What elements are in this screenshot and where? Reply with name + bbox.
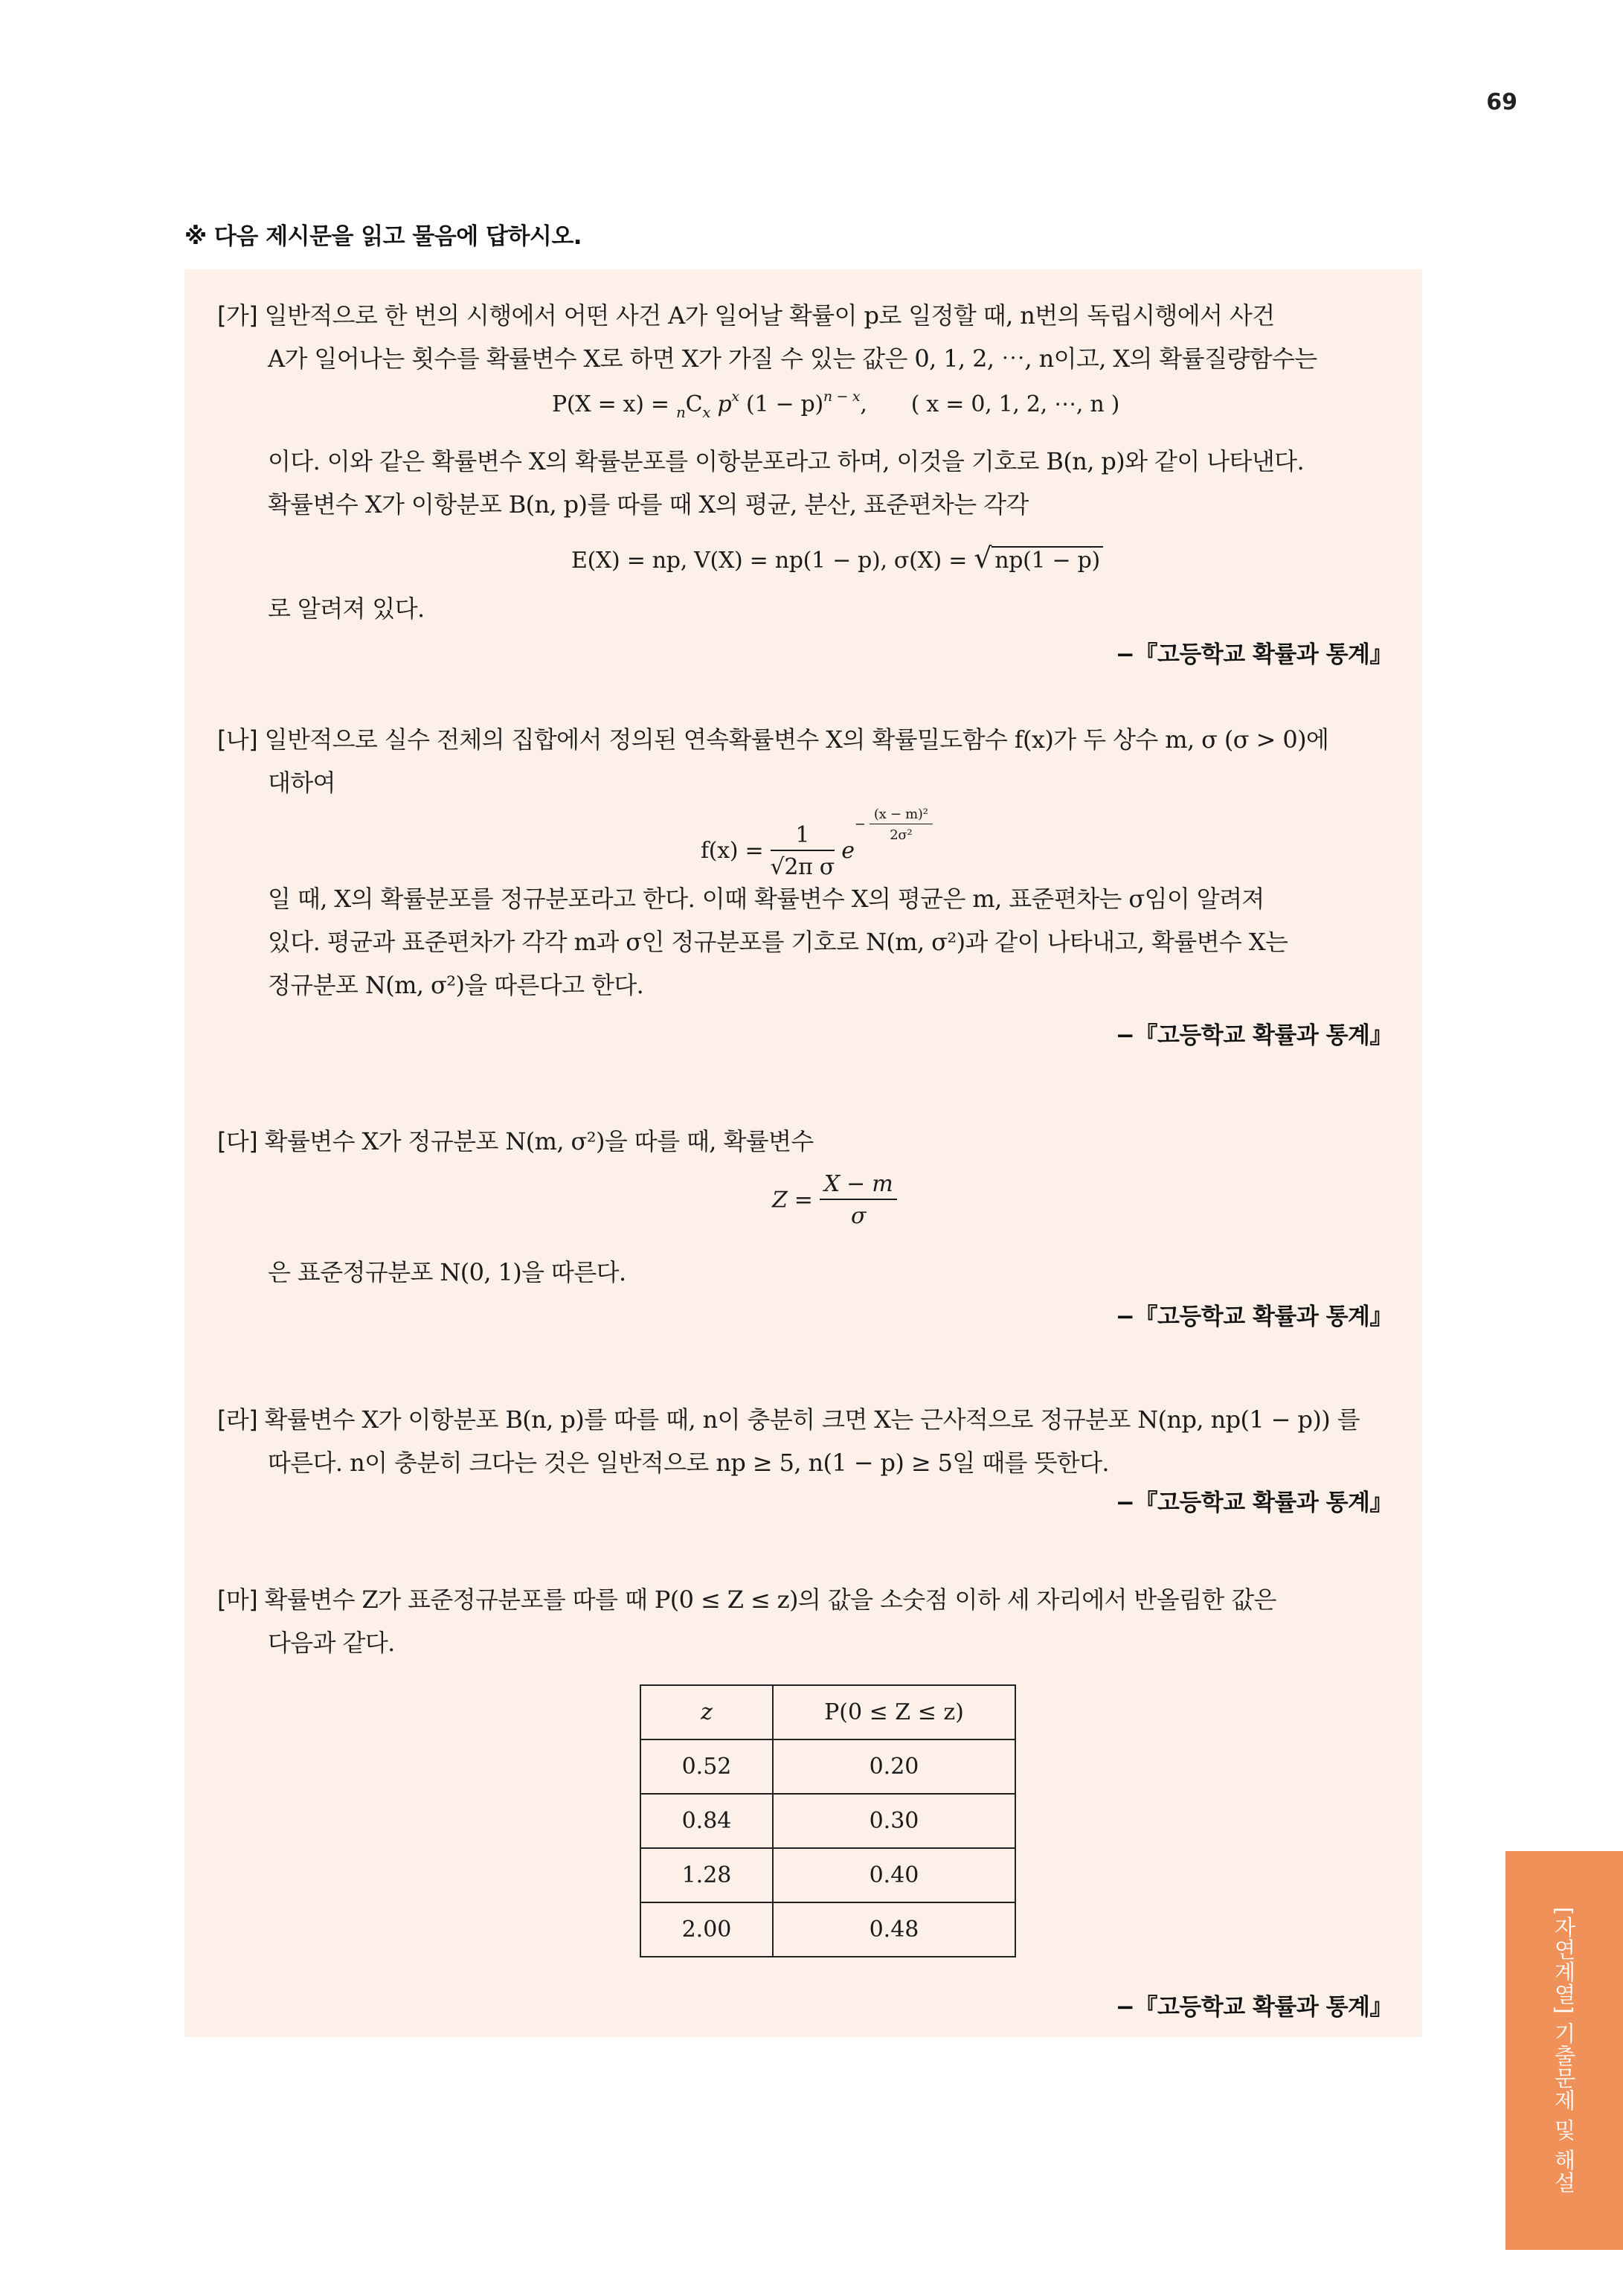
pmf-condition: ( x = 0, 1, 2, ⋯, n ) [910,391,1119,417]
section-da-marker: [다] [217,1127,258,1155]
section-ra-marker: [라] [217,1405,258,1434]
section-ra-text-1: 확률변수 X가 이항분포 B(n, p)를 따를 때, n이 충분히 크면 X는 근사적으로 정규분포 N(np, np(1 − p)) 를 [264,1405,1360,1434]
table-cell-z: 2.00 [640,1902,773,1957]
pdf-numerator: 1 [771,822,835,851]
binomial-moments-formula: E(X) = np, V(X) = np(1 − p), σ(X) = √ np(1 − p) [571,542,1103,574]
section-ga-text-1: 일반적으로 한 번의 시행에서 어떤 사건 A가 일어날 확률이 p로 일정할 때, n번의 독립시행에서 사건 [264,301,1275,330]
z-fraction [820,1171,898,1229]
moments-sqrt: np(1 − p) [992,546,1103,574]
table-cell-z: 1.28 [640,1848,773,1902]
section-ga-marker: [가] [217,301,258,330]
section-ra-source: −『고등학교 확률과 통계』 [1115,1489,1392,1516]
section-ga-source: −『고등학교 확률과 통계』 [1115,641,1392,668]
pmf-p: p [717,391,732,417]
pdf-e: e [841,838,855,864]
section-na-source: −『고등학교 확률과 통계』 [1115,1022,1392,1049]
table-header-z: z [640,1685,773,1739]
pdf-denominator: √2π σ [770,853,835,880]
section-ga-text-2: A가 일어나는 횟수를 확률변수 X로 하면 X가 가질 수 있는 값은 0, 1, 2, ⋯, n이고, X의 확률질량함수는 [268,344,1317,373]
z-numerator: X − m [820,1171,898,1200]
binomial-pmf-formula: $P(X = x) = _nC_x$ $p^x$ $(1 - p)^{n - x}$, ( x = 0, 1, 2, ⋯, n ) [552,388,1119,421]
z-denominator: σ [851,1203,867,1229]
section-na-line-1 [217,723,1328,756]
side-chapter-tab-label: [자연계열] 기출문제 및 해설 [1551,1907,1577,2194]
table-row [640,1794,1015,1848]
page-number: 69 [1486,89,1517,115]
table-row [640,1902,1015,1957]
section-na-text-4: 있다. 평균과 표준편차가 각각 m과 σ인 정규분포를 기호로 N(m, σ²)과 같이 나타내고, 확률변수 X는 [268,928,1288,956]
section-da-text-2: 은 표준정규분포 N(0, 1)을 따른다. [268,1258,626,1286]
standardization-formula [772,1171,897,1229]
section-ga-text-4: 확률변수 X가 이항분포 B(n, p)를 따를 때 X의 평균, 분산, 표준편차는 각각 [268,490,1029,519]
table-header-row [640,1685,1015,1739]
passage-box [184,269,1422,2037]
pdf-exp-den: 2σ² [890,827,913,843]
section-na-text-3: 일 때, X의 확률분포를 정규분포라고 한다. 이때 확률변수 X의 평균은 m, 표준편차는 σ임이 알려져 [268,885,1264,913]
pdf-exponent: − $\frac{\text{(x − m)²}}{\text{2σ²}}$ [855,807,933,843]
table-row [640,1848,1015,1902]
table-cell-prob: 0.40 [773,1848,1015,1902]
table-cell-z: 0.84 [640,1794,773,1848]
section-ga-line-1 [217,299,1275,332]
table-cell-prob: 0.30 [773,1794,1015,1848]
section-da-source: −『고등학교 확률과 통계』 [1115,1303,1392,1330]
pdf-fraction [771,822,835,880]
table-header-prob: P(0 ≤ Z ≤ z) [773,1685,1015,1739]
section-na-text-5: 정규분포 N(m, σ²)을 따른다고 한다. [268,971,644,999]
table-row [640,1739,1015,1794]
instruction-heading: ※ 다음 제시문을 읽고 물음에 답하시오. [184,223,582,250]
section-ma-text-2: 다음과 같다. [268,1629,395,1657]
z-lhs: Z = [772,1187,820,1213]
table-cell-prob: 0.48 [773,1902,1015,1957]
section-ma-source: −『고등학교 확률과 통계』 [1115,1994,1392,2021]
section-na-text-2: 대하여 [268,769,335,797]
side-chapter-tab [1505,1851,1623,2250]
section-ra-line-1 [217,1403,1360,1436]
normal-table [640,1684,1016,1957]
section-da-text-1: 확률변수 X가 정규분포 N(m, σ²)을 따를 때, 확률변수 [264,1127,814,1155]
moments-text: E(X) = np, V(X) = np(1 − p), σ(X) = [571,548,974,574]
section-ma-line-1 [217,1583,1276,1616]
pdf-exp-num: (x − m)² [870,807,933,824]
table-cell-prob: 0.20 [773,1739,1015,1794]
pmf-tail: (1 − p) [739,391,823,417]
section-ma-marker: [마] [217,1585,258,1614]
pmf-lhs: P(X = x) = [552,391,676,417]
section-ga-text-3: 이다. 이와 같은 확률변수 X의 확률분포를 이항분포라고 하며, 이것을 기호로 B(n, p)와 같이 나타낸다. [268,447,1305,475]
section-ra-text-2: 따른다. n이 충분히 크다는 것은 일반적으로 np ≥ 5, n(1 − p) ≥ 5일 때를 뜻한다. [268,1449,1109,1477]
pdf-lhs: f(x) = [701,838,771,864]
section-na-text-1: 일반적으로 실수 전체의 집합에서 정의된 연속확률변수 X의 확률밀도함수 f(x)가 두 상수 m, σ (σ > 0)에 [264,725,1329,754]
table-cell-z: 0.52 [640,1739,773,1794]
section-ga-text-5: 로 알려져 있다. [268,594,425,623]
section-ma-text-1: 확률변수 Z가 표준정규분포를 따를 때 P(0 ≤ Z ≤ z)의 값을 소숫점 이하 세 자리에서 반올림한 값은 [264,1585,1276,1614]
section-da-line-1 [217,1125,814,1158]
pmf-comb: C [685,391,703,417]
section-na-marker: [나] [217,725,258,754]
normal-pdf-formula [701,807,933,880]
